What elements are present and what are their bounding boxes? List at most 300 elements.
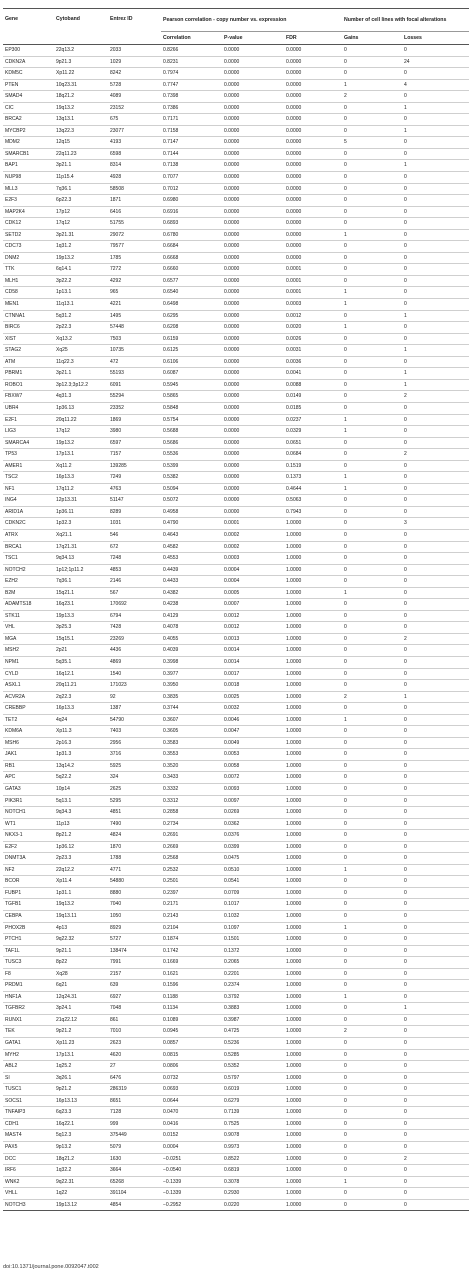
cell-gains: 0 xyxy=(342,968,402,980)
cell-fdr: 1.0000 xyxy=(284,1107,342,1119)
cell-gene: CEBPA xyxy=(3,911,54,923)
cell-correlation: 0.6577 xyxy=(161,275,222,287)
cell-p-value: 0.0000 xyxy=(222,160,284,172)
cell-fdr: 1.0000 xyxy=(284,610,342,622)
cell-fdr: 0.0000 xyxy=(284,45,342,57)
cell-gene: CD58 xyxy=(3,287,54,299)
table-row xyxy=(3,102,469,114)
cell-entrez-id: 639 xyxy=(108,980,161,992)
cell-entrez-id: 23077 xyxy=(108,125,161,137)
cell-losses: 0 xyxy=(402,911,469,923)
cell-entrez-id: 286319 xyxy=(108,1084,161,1096)
cell-correlation: 0.4439 xyxy=(161,564,222,576)
table-row xyxy=(3,1003,469,1015)
table-row xyxy=(3,506,469,518)
cell-gene: MAP2K4 xyxy=(3,206,54,218)
cell-gene: FUBP1 xyxy=(3,887,54,899)
cell-losses: 0 xyxy=(402,275,469,287)
cell-cytoband: 9q34.3 xyxy=(54,807,108,819)
cell-correlation: 0.3607 xyxy=(161,714,222,726)
correlation-table xyxy=(3,8,469,1211)
cell-cytoband: 9p21.2 xyxy=(54,1084,108,1096)
cell-p-value: 0.0013 xyxy=(222,633,284,645)
cell-gains: 0 xyxy=(342,887,402,899)
cell-gains: 0 xyxy=(342,830,402,842)
cell-cytoband: 9q22.31 xyxy=(54,1176,108,1188)
cell-cytoband: 9q34.13 xyxy=(54,553,108,565)
cell-losses: 0 xyxy=(402,887,469,899)
cell-cytoband: 22q11.23 xyxy=(54,148,108,160)
cell-entrez-id: 23269 xyxy=(108,633,161,645)
table-row xyxy=(3,1118,469,1130)
cell-cytoband: 2p21 xyxy=(54,645,108,657)
cell-gains: 0 xyxy=(342,622,402,634)
cell-fdr: 1.0000 xyxy=(284,830,342,842)
cell-cytoband: 7q36.1 xyxy=(54,576,108,588)
table-row xyxy=(3,703,469,715)
cell-entrez-id: 2625 xyxy=(108,784,161,796)
cell-cytoband: Xq11.2 xyxy=(54,460,108,472)
table-row xyxy=(3,275,469,287)
cell-p-value: 0.0000 xyxy=(222,426,284,438)
cell-cytoband: 12p13.31 xyxy=(54,495,108,507)
cell-cytoband: Xq25 xyxy=(54,345,108,357)
cell-correlation: 0.0416 xyxy=(161,1118,222,1130)
cell-fdr: 1.0000 xyxy=(284,1188,342,1200)
cell-gains: 0 xyxy=(342,680,402,692)
cell-p-value: 0.0000 xyxy=(222,333,284,345)
table-row xyxy=(3,1084,469,1096)
cell-correlation: 0.6916 xyxy=(161,206,222,218)
cell-losses: 0 xyxy=(402,322,469,334)
cell-cytoband: 4q31.3 xyxy=(54,391,108,403)
cell-correlation: 0.7077 xyxy=(161,172,222,184)
cell-entrez-id: 472 xyxy=(108,356,161,368)
cell-correlation: 0.5754 xyxy=(161,414,222,426)
cell-gene: CIC xyxy=(3,102,54,114)
cell-losses: 0 xyxy=(402,564,469,576)
cell-fdr: 1.0000 xyxy=(284,737,342,749)
cell-p-value: 0.0049 xyxy=(222,737,284,749)
cell-losses: 0 xyxy=(402,968,469,980)
cell-correlation: 0.7398 xyxy=(161,91,222,103)
cell-cytoband: 11q13.1 xyxy=(54,299,108,311)
cell-fdr: 1.0000 xyxy=(284,1095,342,1107)
cell-gains: 0 xyxy=(342,1072,402,1084)
cell-cytoband: 13q22.3 xyxy=(54,125,108,137)
cell-gains: 2 xyxy=(342,1026,402,1038)
cell-entrez-id: 6476 xyxy=(108,1072,161,1084)
cell-p-value: 0.0000 xyxy=(222,79,284,91)
cell-p-value: 0.0000 xyxy=(222,195,284,207)
cell-fdr: 1.0000 xyxy=(284,645,342,657)
cell-gene: MSH2 xyxy=(3,645,54,657)
table-row xyxy=(3,287,469,299)
cell-gains: 0 xyxy=(342,345,402,357)
cell-cytoband: 6p22.3 xyxy=(54,195,108,207)
cell-entrez-id: 65268 xyxy=(108,1176,161,1188)
table-row xyxy=(3,137,469,149)
cell-gene: BCOR xyxy=(3,876,54,888)
cell-entrez-id: 7403 xyxy=(108,726,161,738)
cell-cytoband: 6q21 xyxy=(54,980,108,992)
cell-cytoband: 7q36.1 xyxy=(54,183,108,195)
cell-fdr: 0.0020 xyxy=(284,322,342,334)
cell-losses: 0 xyxy=(402,807,469,819)
cell-correlation: 0.7147 xyxy=(161,137,222,149)
cell-gains: 1 xyxy=(342,79,402,91)
cell-correlation: −0.1339 xyxy=(161,1188,222,1200)
cell-gains: 1 xyxy=(342,229,402,241)
cell-entrez-id: 4436 xyxy=(108,645,161,657)
cell-gains: 0 xyxy=(342,772,402,784)
cell-cytoband: 16q12.1 xyxy=(54,668,108,680)
table-row xyxy=(3,414,469,426)
cell-gene: NF1 xyxy=(3,483,54,495)
table-body xyxy=(3,45,469,1211)
cell-gene: BRCA1 xyxy=(3,541,54,553)
table-row xyxy=(3,980,469,992)
cell-correlation: 0.5688 xyxy=(161,426,222,438)
table-row xyxy=(3,807,469,819)
cell-fdr: 1.0000 xyxy=(284,945,342,957)
cell-gene: ING4 xyxy=(3,495,54,507)
cell-fdr: 1.0000 xyxy=(284,934,342,946)
cell-cytoband: 16q23.1 xyxy=(54,599,108,611)
cell-gains: 0 xyxy=(342,391,402,403)
cell-entrez-id: 8880 xyxy=(108,887,161,899)
cell-correlation: 0.4643 xyxy=(161,529,222,541)
cell-fdr: 1.0000 xyxy=(284,818,342,830)
cell-cytoband: 6q14.1 xyxy=(54,264,108,276)
cell-entrez-id: 5727 xyxy=(108,934,161,946)
cell-correlation: 0.3950 xyxy=(161,680,222,692)
cell-losses: 0 xyxy=(402,553,469,565)
cell-entrez-id: 4620 xyxy=(108,1049,161,1061)
cell-entrez-id: 861 xyxy=(108,1014,161,1026)
cell-gains: 1 xyxy=(342,472,402,484)
cell-gene: E2F3 xyxy=(3,195,54,207)
table-row xyxy=(3,1014,469,1026)
cell-fdr: 1.0000 xyxy=(284,1176,342,1188)
table-row xyxy=(3,1061,469,1073)
cell-fdr: 0.0651 xyxy=(284,437,342,449)
cell-entrez-id: 1870 xyxy=(108,841,161,853)
cell-gains: 0 xyxy=(342,102,402,114)
cell-correlation: 0.6498 xyxy=(161,299,222,311)
cell-losses: 0 xyxy=(402,68,469,80)
cell-fdr: 1.0000 xyxy=(284,772,342,784)
table-row xyxy=(3,864,469,876)
cell-correlation: 0.5848 xyxy=(161,402,222,414)
table-row xyxy=(3,737,469,749)
cell-cytoband: Xp11.4 xyxy=(54,876,108,888)
cell-entrez-id: 324 xyxy=(108,772,161,784)
cell-p-value: 0.5236 xyxy=(222,1038,284,1050)
table-row xyxy=(3,830,469,842)
cell-losses: 0 xyxy=(402,576,469,588)
table-row xyxy=(3,1188,469,1200)
table-row xyxy=(3,172,469,184)
cell-gene: ABL2 xyxy=(3,1061,54,1073)
cell-losses: 0 xyxy=(402,1199,469,1211)
cell-gene: SMAD4 xyxy=(3,91,54,103)
cell-correlation: 0.6668 xyxy=(161,252,222,264)
cell-p-value: 0.1032 xyxy=(222,911,284,923)
cell-entrez-id: 138474 xyxy=(108,945,161,957)
table-row xyxy=(3,206,469,218)
cell-p-value: 0.5285 xyxy=(222,1049,284,1061)
cell-correlation: 0.5536 xyxy=(161,449,222,461)
cell-p-value: 0.9078 xyxy=(222,1130,284,1142)
cell-gains: 0 xyxy=(342,703,402,715)
cell-entrez-id: 4854 xyxy=(108,1199,161,1211)
cell-fdr: 1.0000 xyxy=(284,576,342,588)
table-row xyxy=(3,587,469,599)
cell-p-value: 0.0000 xyxy=(222,102,284,114)
cell-gains: 2 xyxy=(342,91,402,103)
cell-entrez-id: 1871 xyxy=(108,195,161,207)
cell-correlation: 0.6684 xyxy=(161,241,222,253)
cell-correlation: 0.3744 xyxy=(161,703,222,715)
cell-gains: 0 xyxy=(342,252,402,264)
cell-correlation: 0.0732 xyxy=(161,1072,222,1084)
cell-correlation: 0.8231 xyxy=(161,56,222,68)
cell-correlation: 0.2568 xyxy=(161,853,222,865)
cell-fdr: 0.0000 xyxy=(284,114,342,126)
col-group-focal: Number of cell lines with focal alterations xyxy=(342,9,469,32)
cell-correlation: 0.7012 xyxy=(161,183,222,195)
cell-gains: 0 xyxy=(342,945,402,957)
cell-fdr: 0.0000 xyxy=(284,56,342,68)
cell-correlation: 0.1134 xyxy=(161,1003,222,1015)
cell-p-value: 0.0004 xyxy=(222,576,284,588)
cell-losses: 0 xyxy=(402,114,469,126)
cell-fdr: 1.0000 xyxy=(284,1199,342,1211)
cell-gene: XIST xyxy=(3,333,54,345)
cell-entrez-id: 4292 xyxy=(108,275,161,287)
cell-cytoband: 5q22.2 xyxy=(54,772,108,784)
table-row xyxy=(3,1199,469,1211)
cell-losses: 2 xyxy=(402,391,469,403)
table-row xyxy=(3,218,469,230)
cell-losses: 0 xyxy=(402,414,469,426)
cell-p-value: 0.0376 xyxy=(222,830,284,842)
cell-correlation: 0.7144 xyxy=(161,148,222,160)
cell-gene: TAF1L xyxy=(3,945,54,957)
cell-entrez-id: 55193 xyxy=(108,368,161,380)
cell-correlation: 0.5094 xyxy=(161,483,222,495)
cell-gains: 1 xyxy=(342,587,402,599)
cell-correlation: 0.6980 xyxy=(161,195,222,207)
cell-gene: RB1 xyxy=(3,760,54,772)
cell-cytoband: 5q35.1 xyxy=(54,656,108,668)
cell-cytoband: 1p32.3 xyxy=(54,518,108,530)
cell-p-value: 0.5352 xyxy=(222,1061,284,1073)
cell-p-value: 0.0000 xyxy=(222,356,284,368)
col-group-pearson: Pearson correlation - copy number vs. expression xyxy=(161,9,342,32)
table-row xyxy=(3,610,469,622)
cell-cytoband: 16p13.3 xyxy=(54,703,108,715)
cell-gains: 0 xyxy=(342,529,402,541)
cell-fdr: 1.0000 xyxy=(284,1153,342,1165)
cell-p-value: 0.0000 xyxy=(222,368,284,380)
cell-gains: 0 xyxy=(342,402,402,414)
cell-losses: 0 xyxy=(402,137,469,149)
cell-correlation: 0.3583 xyxy=(161,737,222,749)
cell-gains: 0 xyxy=(342,668,402,680)
cell-fdr: 1.0000 xyxy=(284,1118,342,1130)
cell-correlation: 0.6087 xyxy=(161,368,222,380)
cell-correlation: 0.3553 xyxy=(161,749,222,761)
cell-gains: 0 xyxy=(342,45,402,57)
cell-cytoband: 3p24.1 xyxy=(54,1003,108,1015)
cell-entrez-id: 567 xyxy=(108,587,161,599)
cell-gene: NOTCH1 xyxy=(3,807,54,819)
table-row xyxy=(3,333,469,345)
cell-fdr: 1.0000 xyxy=(284,922,342,934)
cell-gains: 1 xyxy=(342,322,402,334)
cell-correlation: 0.4582 xyxy=(161,541,222,553)
cell-p-value: 0.0000 xyxy=(222,183,284,195)
cell-fdr: 1.0000 xyxy=(284,680,342,692)
cell-entrez-id: 7249 xyxy=(108,472,161,484)
cell-gene: ARID1A xyxy=(3,506,54,518)
cell-gains: 1 xyxy=(342,991,402,1003)
cell-gene: SMARCB1 xyxy=(3,148,54,160)
cell-gains: 0 xyxy=(342,437,402,449)
cell-losses: 1 xyxy=(402,160,469,172)
cell-losses: 0 xyxy=(402,1165,469,1177)
cell-losses: 0 xyxy=(402,714,469,726)
cell-cytoband: 3p22.2 xyxy=(54,275,108,287)
cell-entrez-id: 4824 xyxy=(108,830,161,842)
cell-losses: 1 xyxy=(402,691,469,703)
cell-p-value: 0.0000 xyxy=(222,299,284,311)
cell-correlation: 0.6540 xyxy=(161,287,222,299)
cell-fdr: 0.0031 xyxy=(284,345,342,357)
cell-correlation: 0.2104 xyxy=(161,922,222,934)
cell-p-value: 0.0000 xyxy=(222,241,284,253)
cell-cytoband: 5q31.2 xyxy=(54,310,108,322)
cell-gains: 0 xyxy=(342,807,402,819)
table-row xyxy=(3,911,469,923)
cell-correlation: 0.0152 xyxy=(161,1130,222,1142)
cell-fdr: 1.0000 xyxy=(284,1072,342,1084)
cell-fdr: 0.0000 xyxy=(284,79,342,91)
cell-gene: EZH2 xyxy=(3,576,54,588)
cell-gains: 0 xyxy=(342,206,402,218)
cell-p-value: 0.2201 xyxy=(222,968,284,980)
cell-fdr: 0.0000 xyxy=(284,241,342,253)
cell-gene: SMARCA4 xyxy=(3,437,54,449)
cell-gains: 0 xyxy=(342,1014,402,1026)
cell-gains: 0 xyxy=(342,1107,402,1119)
cell-losses: 0 xyxy=(402,437,469,449)
cell-losses: 0 xyxy=(402,1014,469,1026)
cell-gains: 0 xyxy=(342,68,402,80)
cell-gene: DNMT3A xyxy=(3,853,54,865)
cell-correlation: 0.1742 xyxy=(161,945,222,957)
table-row xyxy=(3,680,469,692)
cell-cytoband: 16p13.13 xyxy=(54,1095,108,1107)
cell-gains: 1 xyxy=(342,287,402,299)
cell-entrez-id: 51147 xyxy=(108,495,161,507)
cell-losses: 1 xyxy=(402,102,469,114)
table-row xyxy=(3,1038,469,1050)
cell-entrez-id: 5728 xyxy=(108,79,161,91)
cell-p-value: 0.0005 xyxy=(222,587,284,599)
cell-fdr: 1.0000 xyxy=(284,529,342,541)
cell-entrez-id: 6598 xyxy=(108,148,161,160)
cell-p-value: 0.0362 xyxy=(222,818,284,830)
cell-gene: BIRC6 xyxy=(3,322,54,334)
cell-entrez-id: 965 xyxy=(108,287,161,299)
cell-gene: PBRM1 xyxy=(3,368,54,380)
table-row xyxy=(3,356,469,368)
cell-entrez-id: 23352 xyxy=(108,402,161,414)
cell-gene: NF2 xyxy=(3,864,54,876)
cell-entrez-id: 7010 xyxy=(108,1026,161,1038)
cell-p-value: 0.0058 xyxy=(222,760,284,772)
cell-losses: 0 xyxy=(402,656,469,668)
cell-gains: 1 xyxy=(342,714,402,726)
cell-p-value: 0.0000 xyxy=(222,310,284,322)
cell-gene: GATA1 xyxy=(3,1038,54,1050)
cell-losses: 0 xyxy=(402,333,469,345)
cell-fdr: 1.0000 xyxy=(284,853,342,865)
cell-gene: CDKN2A xyxy=(3,56,54,68)
cell-gains: 0 xyxy=(342,980,402,992)
cell-losses: 0 xyxy=(402,495,469,507)
cell-gene: MLH1 xyxy=(3,275,54,287)
table-row xyxy=(3,622,469,634)
cell-p-value: 0.0000 xyxy=(222,437,284,449)
cell-gains: 0 xyxy=(342,218,402,230)
cell-fdr: 0.0003 xyxy=(284,299,342,311)
cell-entrez-id: 8242 xyxy=(108,68,161,80)
cell-correlation: 0.7171 xyxy=(161,114,222,126)
cell-entrez-id: 4928 xyxy=(108,172,161,184)
cell-p-value: 0.0000 xyxy=(222,449,284,461)
cell-correlation: 0.0470 xyxy=(161,1107,222,1119)
cell-losses: 1 xyxy=(402,379,469,391)
cell-cytoband: 2p23.3 xyxy=(54,853,108,865)
col-header-correlation: Correlation xyxy=(161,32,222,45)
cell-gains: 1 xyxy=(342,414,402,426)
cell-fdr: 1.0000 xyxy=(284,726,342,738)
cell-correlation: 0.1669 xyxy=(161,957,222,969)
cell-entrez-id: 54880 xyxy=(108,876,161,888)
cell-cytoband: 10q23.31 xyxy=(54,79,108,91)
cell-entrez-id: 7157 xyxy=(108,449,161,461)
cell-fdr: 1.0000 xyxy=(284,564,342,576)
cell-gene: ROBO1 xyxy=(3,379,54,391)
cell-correlation: 0.2397 xyxy=(161,887,222,899)
cell-fdr: 0.0237 xyxy=(284,414,342,426)
cell-cytoband: 19q13.2 xyxy=(54,899,108,911)
cell-p-value: 0.0000 xyxy=(222,460,284,472)
cell-fdr: 0.0000 xyxy=(284,218,342,230)
cell-correlation: 0.3312 xyxy=(161,795,222,807)
cell-gains: 0 xyxy=(342,899,402,911)
cell-gene: PRDM1 xyxy=(3,980,54,992)
cell-entrez-id: 8929 xyxy=(108,922,161,934)
cell-entrez-id: 2157 xyxy=(108,968,161,980)
cell-losses: 0 xyxy=(402,864,469,876)
table-row xyxy=(3,391,469,403)
cell-losses: 0 xyxy=(402,784,469,796)
